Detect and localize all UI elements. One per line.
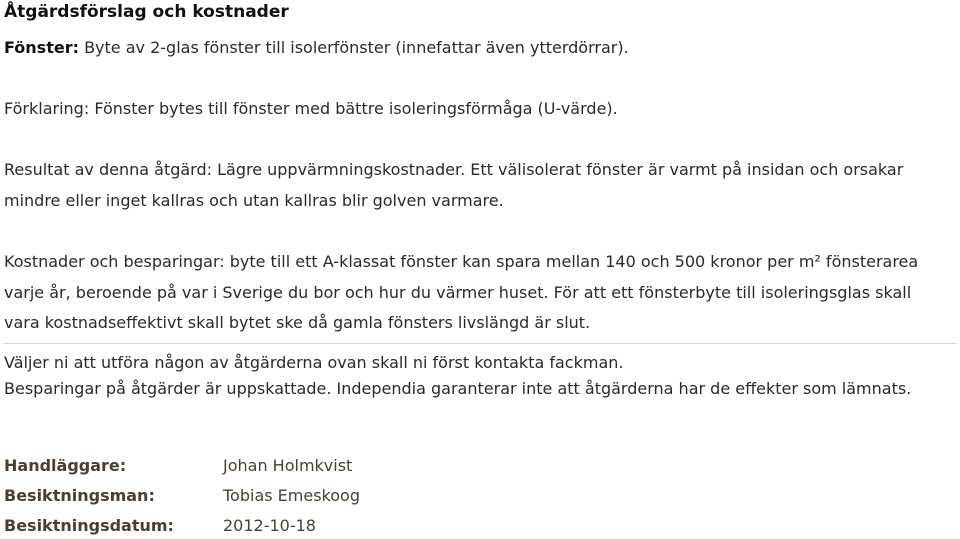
handler-value: Johan Holmkvist [223, 456, 353, 475]
window-label: Fönster: [4, 38, 79, 57]
result-line-2: mindre eller inget kallras och utan kallras blir golven varmare. [4, 191, 504, 210]
window-text: Byte av 2-glas fönster till isolerfönster (innefattar även ytterdörrar). [84, 38, 629, 57]
result-line-1: Resultat av denna åtgärd: Lägre uppvärmningskostnader. Ett välisolerat fönster är varmt på insidan och orsakar [4, 160, 904, 179]
explanation-paragraph: Förklaring: Fönster bytes till fönster med bättre isoleringsförmåga (U-värde). [4, 99, 618, 118]
inspector-value: Tobias Emeskoog [223, 486, 360, 505]
inspector-label: Besiktningsman: [4, 486, 155, 505]
handler-label: Handläggare: [4, 456, 127, 475]
inspection-date-label: Besiktningsdatum: [4, 516, 174, 535]
notice-line-1: Väljer ni att utföra någon av åtgärderna ovan skall ni först kontakta fackman. [4, 353, 624, 372]
costs-line-1: Kostnader och besparingar: byte till ett A-klassat fönster kan spara mellan 140 och 500 kronor per m² fönsterarea [4, 252, 919, 271]
divider [4, 343, 956, 344]
notice-line-2: Besparingar på åtgärder är uppskattade. Independia garanterar inte att åtgärderna har de effekter som lämnats. [4, 379, 912, 398]
section-title: Åtgärdsförslag och kostnader [4, 2, 289, 22]
inspection-date-value: 2012-10-18 [223, 516, 316, 535]
costs-line-3: vara kostnadseffektivt skall bytet ske då gamla fönsters livslängd är slut. [4, 313, 591, 332]
costs-line-2: varje år, beroende på var i Sverige du bor och hur du värmer huset. För att ett fönsterbyte till isoleringsglas skall [4, 283, 912, 302]
window-paragraph [4, 37, 629, 59]
